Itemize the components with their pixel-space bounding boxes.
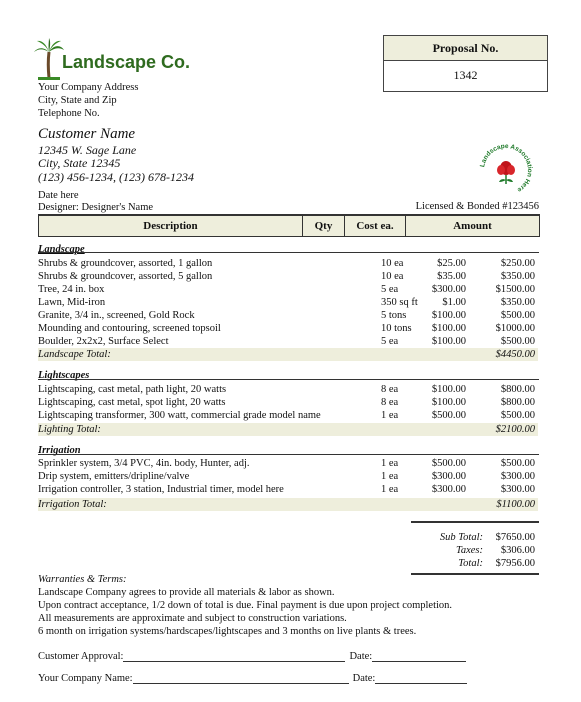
row-description: Shrubs & groundcover, assorted, 5 gallon [38, 271, 213, 282]
row-amount: $300.00 [500, 471, 535, 482]
company-name: Landscape Co. [62, 52, 191, 72]
section-title-irrigation: Irrigation [38, 445, 81, 456]
terms-line: All measurements are approximate and subject to construction variations. [38, 613, 347, 624]
terms-line: 6 month on irrigation systems/hardscapes/lightscapes and 3 months on live plants & trees. [38, 626, 417, 637]
company-date-field[interactable] [375, 673, 467, 684]
palm-tree-icon [34, 38, 64, 80]
designer-text: Designer: Designer's Name [38, 202, 154, 213]
section-rule [38, 252, 539, 253]
terms-line: Landscape Company agrees to provide all materials & labor as shown. [38, 587, 335, 598]
table-row [38, 257, 538, 270]
row-cost: $300.00 [431, 484, 466, 495]
row-cost: $300.00 [431, 471, 466, 482]
section-rule [38, 379, 539, 380]
table-row [38, 409, 538, 422]
header-description: Description [39, 216, 303, 236]
row-amount: $500.00 [500, 310, 535, 321]
row-qty: 5 tons [381, 310, 407, 321]
row-description: Sprinkler system, 3/4 PVC, 4in. body, Hunter, adj. [38, 458, 250, 469]
total-value: $7956.00 [495, 558, 535, 569]
table-row [38, 335, 538, 348]
customer-street: 12345 W. Sage Lane [38, 143, 137, 157]
summary-box [411, 521, 539, 575]
row-qty: 1 ea [381, 471, 399, 482]
row-amount: $800.00 [500, 384, 535, 395]
row-description: Lightscaping, cast metal, path light, 20 watts [38, 384, 227, 395]
section-total-label: Landscape Total: [38, 349, 111, 360]
company-phone: Telephone No. [38, 108, 100, 119]
section-title-landscape: Landscape [38, 244, 85, 255]
table-header [38, 214, 540, 237]
row-cost: $35.00 [437, 271, 466, 282]
terms-title: Warranties & Terms: [38, 574, 127, 585]
section-total-label: Irrigation Total: [38, 499, 107, 510]
customer-city: City, State 12345 [38, 156, 121, 170]
row-description: Lawn, Mid-iron [38, 297, 106, 308]
customer-signature-field[interactable] [123, 651, 345, 662]
section-total-lighting [38, 423, 538, 436]
licensed-text: Licensed & Bonded #123456 [415, 201, 539, 212]
row-cost: $100.00 [431, 310, 466, 321]
row-qty: 350 sq ft [381, 297, 418, 308]
taxes-value: $306.00 [500, 545, 535, 556]
company-city: City, State and Zip [38, 95, 117, 106]
section-total-value: $2100.00 [495, 424, 535, 435]
header-amount: Amount [453, 220, 492, 232]
row-amount: $1000.00 [495, 323, 535, 334]
section-rule [38, 454, 539, 455]
subtotal-label: Sub Total: [439, 532, 483, 543]
table-row [38, 296, 538, 309]
row-description: Lightscaping transformer, 300 watt, commercial grade model name [38, 410, 321, 421]
row-qty: 1 ea [381, 410, 399, 421]
row-cost: $100.00 [431, 323, 466, 334]
customer-phones: (123) 456-1234, (123) 678-1234 [38, 170, 194, 184]
customer-approval-label: Customer Approval: [38, 651, 124, 662]
row-amount: $500.00 [500, 458, 535, 469]
customer-date-field[interactable] [372, 651, 466, 662]
total-label: Total: [458, 558, 483, 569]
row-cost: $500.00 [431, 458, 466, 469]
table-row [38, 383, 538, 396]
svg-text:Landscape Association Here: Landscape Association Here [479, 142, 534, 194]
table-row [38, 283, 538, 296]
taxes-line [411, 544, 535, 557]
row-cost: $500.00 [431, 410, 466, 421]
row-cost: $100.00 [431, 336, 466, 347]
row-amount: $250.00 [500, 258, 535, 269]
association-seal-icon [476, 140, 536, 200]
row-amount: $300.00 [500, 484, 535, 495]
terms-block [38, 573, 452, 638]
section-total-value: $4450.00 [495, 349, 535, 360]
row-cost: $100.00 [431, 384, 466, 395]
row-description: Shrubs & groundcover, assorted, 1 gallon [38, 258, 213, 269]
date-label: Date: [349, 651, 373, 662]
row-amount: $500.00 [500, 410, 535, 421]
row-qty: 10 ea [381, 258, 404, 269]
total-line [411, 557, 535, 570]
section-total-landscape [38, 348, 538, 361]
subtotal-line [411, 531, 535, 544]
row-qty: 1 ea [381, 458, 399, 469]
proposal-box [383, 35, 548, 92]
row-description: Irrigation controller, 3 station, Industrial timer, model here [38, 484, 284, 495]
company-name-label: Your Company Name: [38, 673, 133, 684]
section-total-value: $1100.00 [496, 499, 535, 510]
table-row [38, 396, 538, 409]
row-amount: $800.00 [500, 397, 535, 408]
table-row [38, 322, 538, 335]
row-qty: 5 ea [381, 284, 399, 295]
company-signature-line [38, 673, 467, 684]
row-amount: $1500.00 [495, 284, 535, 295]
row-cost: $25.00 [437, 258, 466, 269]
row-description: Drip system, emitters/dripline/valve [38, 471, 190, 482]
row-description: Boulder, 2x2x2, Surface Select [38, 336, 169, 347]
proposal-label: Proposal No. [384, 36, 547, 61]
row-qty: 10 ea [381, 271, 404, 282]
row-qty: 1 ea [381, 484, 399, 495]
row-qty: 8 ea [381, 384, 399, 395]
row-amount: $350.00 [500, 271, 535, 282]
section-title-lightscapes: Lightscapes [38, 370, 90, 381]
table-row [38, 270, 538, 283]
table-row [38, 483, 538, 496]
company-signature-field[interactable] [133, 673, 349, 684]
row-description: Tree, 24 in. box [38, 284, 105, 295]
row-description: Granite, 3/4 in., screened, Gold Rock [38, 310, 195, 321]
association-badge [476, 140, 536, 200]
table-row [38, 470, 538, 483]
row-qty: 5 ea [381, 336, 399, 347]
row-qty: 10 tons [381, 323, 412, 334]
table-row [38, 457, 538, 470]
header-cost: Cost ea. [345, 216, 406, 236]
section-total-label: Lighting Total: [38, 424, 101, 435]
customer-name: Customer Name [38, 126, 136, 142]
header-qty: Qty [303, 216, 345, 236]
table-row [38, 309, 538, 322]
row-cost: $1.00 [442, 297, 466, 308]
row-description: Mounding and contouring, screened topsoil [38, 323, 221, 334]
row-qty: 8 ea [381, 397, 399, 408]
row-cost: $100.00 [431, 397, 466, 408]
company-address: Your Company Address [38, 82, 139, 93]
proposal-number: 1342 [453, 68, 478, 82]
date-text: Date here [38, 190, 79, 201]
row-cost: $300.00 [431, 284, 466, 295]
customer-approval-line [38, 651, 466, 662]
terms-line: Upon contract acceptance, 1/2 down of total is due. Final payment is due upon project completion. [38, 600, 453, 611]
taxes-label: Taxes: [455, 545, 483, 556]
date-label: Date: [352, 673, 376, 684]
row-amount: $500.00 [500, 336, 535, 347]
row-amount: $350.00 [500, 297, 535, 308]
row-description: Lightscaping, cast metal, spot light, 20 watts [38, 397, 226, 408]
section-total-irrigation [38, 498, 538, 511]
subtotal-value: $7650.00 [495, 532, 535, 543]
